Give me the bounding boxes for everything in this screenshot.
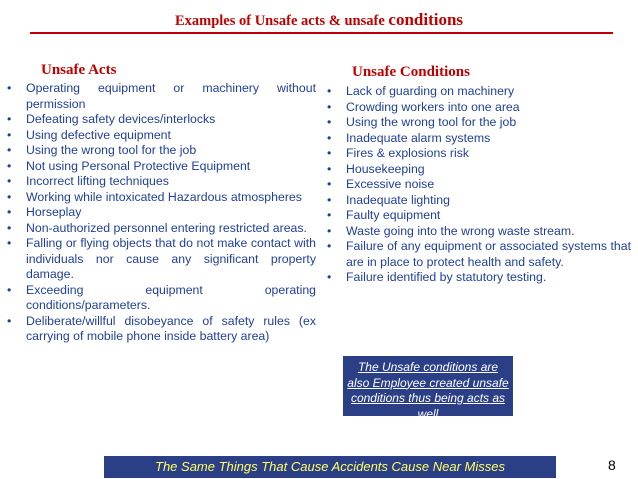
footer-banner: The Same Things That Cause Accidents Cause Near Misses xyxy=(104,456,556,478)
list-item: • Falling or flying objects that do not make contact with individuals nor cause any significant property damage. xyxy=(2,236,316,283)
note-text: The Unsafe conditions are also Employee created unsafe conditions thus being acts as well xyxy=(347,360,509,421)
list-item: • Using the wrong tool for the job xyxy=(322,115,631,131)
list-item: • Using the wrong tool for the job xyxy=(2,143,316,159)
list-item: • Faulty equipment xyxy=(322,208,631,224)
unsafe-acts-heading: Unsafe Acts xyxy=(41,62,117,78)
list-item: • Incorrect lifting techniques xyxy=(2,174,316,190)
unsafe-conditions-list xyxy=(322,84,631,286)
list-item: • Lack of guarding on machinery xyxy=(322,84,631,100)
list-item: • Working while intoxicated Hazardous atmospheres xyxy=(2,190,316,206)
list-item: • Exceeding equipment operating conditions/parameters. xyxy=(2,283,316,314)
unsafe-conditions-heading: Unsafe Conditions xyxy=(352,64,470,80)
list-item: • Failure identified by statutory testing. xyxy=(322,270,631,286)
title-divider xyxy=(30,32,613,34)
list-item: • Fires & explosions risk xyxy=(322,146,631,162)
list-item: • Not using Personal Protective Equipment xyxy=(2,159,316,175)
list-item: • Housekeeping xyxy=(322,162,631,178)
list-item: • Operating equipment or machinery without permission xyxy=(2,81,316,112)
list-item: • Failure of any equipment or associated systems that are in place to protect health and safety. xyxy=(322,239,631,270)
list-item: • Excessive noise xyxy=(322,177,631,193)
slide-title-end: conditions xyxy=(388,10,464,29)
unsafe-acts-list xyxy=(2,81,316,345)
slide-title-main: Examples of Unsafe acts & unsafe xyxy=(174,13,385,29)
list-item: • Deliberate/willful disobeyance of safety rules (ex carrying of mobile phone inside battery area) xyxy=(2,314,316,345)
list-item: • Inadequate lighting xyxy=(322,193,631,209)
list-item: • Horseplay xyxy=(2,205,316,221)
list-item: • Inadequate alarm systems xyxy=(322,131,631,147)
slide-title xyxy=(0,10,638,30)
page-number: 8 xyxy=(608,457,616,473)
list-item: • Crowding workers into one area xyxy=(322,100,631,116)
note-box xyxy=(343,356,513,421)
list-item: • Waste going into the wrong waste stream. xyxy=(322,224,631,240)
list-item: • Using defective equipment xyxy=(2,128,316,144)
list-item: • Defeating safety devices/interlocks xyxy=(2,112,316,128)
list-item: • Non-authorized personnel entering restricted areas. xyxy=(2,221,316,237)
